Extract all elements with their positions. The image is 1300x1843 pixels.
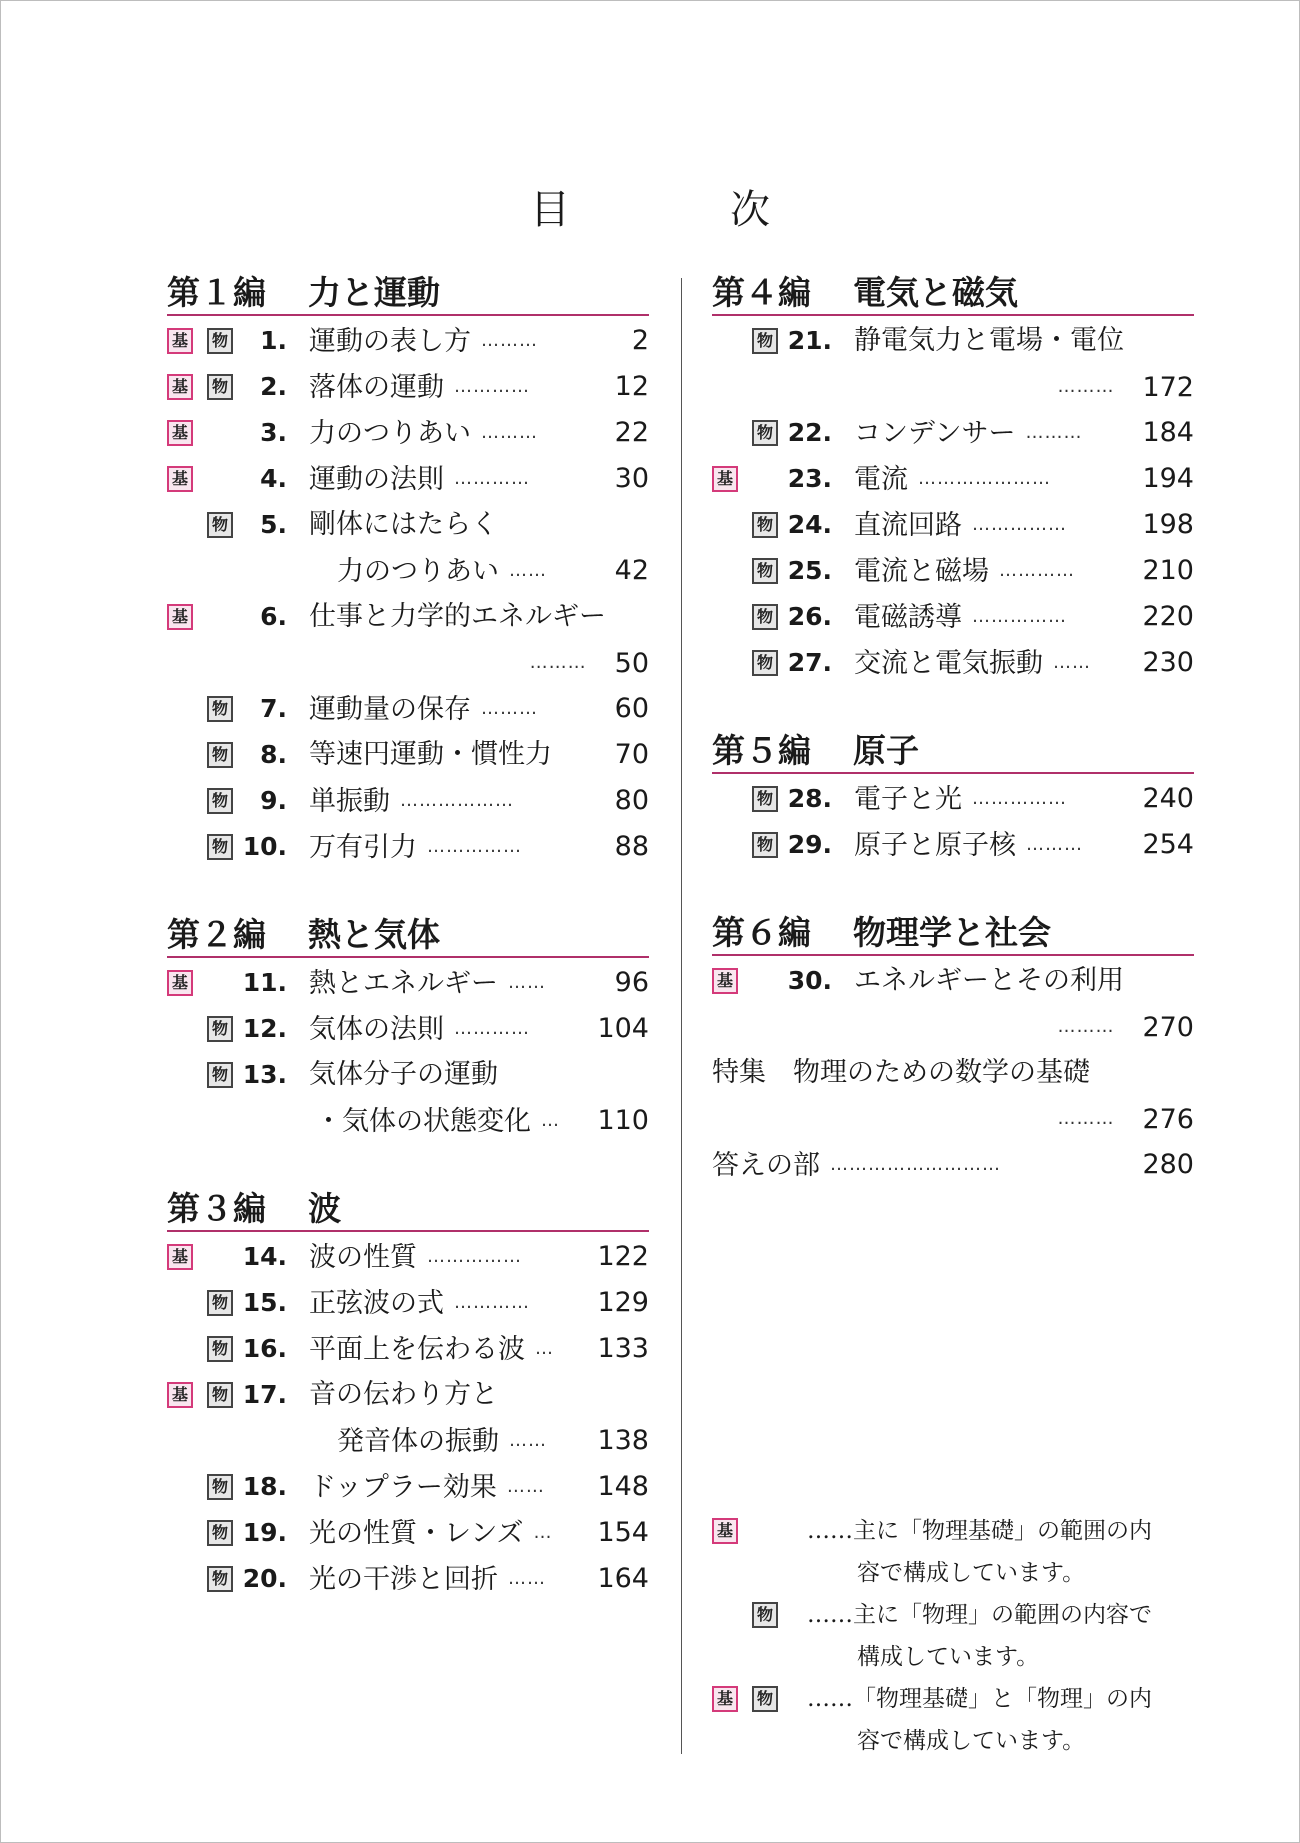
legend-text: 容で構成しています。: [857, 1728, 1086, 1754]
part-label: 第５編: [712, 731, 811, 770]
kiso-badge-icon: 基: [167, 420, 193, 446]
entry-number: 13.: [242, 1060, 287, 1089]
part-name: 力と運動: [308, 273, 440, 312]
entry-title-line: [854, 502, 1067, 549]
toc-entry-3[interactable]: [167, 410, 649, 456]
entry-title: 音の伝わり方と: [309, 1379, 498, 1410]
entry-title-cont: 力のつりあい: [337, 556, 499, 587]
leader-dots: ……: [506, 1476, 545, 1497]
entry-title: 気体の法則: [309, 1014, 444, 1045]
toc-entry-14[interactable]: [167, 1234, 649, 1280]
kiso-badge-icon: 基: [167, 1382, 193, 1408]
part-heading-3[interactable]: [167, 1188, 649, 1234]
part-rule: [712, 314, 1194, 316]
entry-page: 230: [1142, 647, 1194, 678]
entry-title-cont: ・気体の状態変化: [315, 1106, 531, 1137]
leader-dots: …………: [454, 1292, 530, 1313]
leader-dots: ………: [481, 330, 538, 351]
entry-number: 22.: [787, 418, 832, 447]
toc-entry-4[interactable]: [167, 456, 649, 502]
toc-entry-special-cont[interactable]: [712, 1096, 1194, 1142]
butsuri-badge-icon: 物: [207, 512, 233, 538]
butsuri-badge-icon: 物: [207, 1016, 233, 1042]
part-name: 電気と磁気: [853, 273, 1018, 312]
legend-both: [712, 1678, 1202, 1720]
entry-title: 光の性質・レンズ: [309, 1518, 524, 1549]
entry-number: 18.: [242, 1472, 287, 1501]
kiso-badge-icon: 基: [712, 968, 738, 994]
kiso-badge-icon: 基: [167, 328, 193, 354]
kiso-badge-icon: 基: [167, 970, 193, 996]
entry-title-line: [712, 1142, 1001, 1189]
title-char-1: 目: [530, 187, 570, 233]
toc-entry-1[interactable]: [167, 318, 649, 364]
butsuri-badge-icon: 物: [207, 328, 233, 354]
entry-number: 10.: [242, 832, 287, 861]
toc-entry-26[interactable]: [712, 594, 1194, 640]
column-divider: [681, 278, 682, 1754]
part-heading-6[interactable]: [712, 912, 1194, 958]
leader-dots: ………: [1057, 1016, 1115, 1037]
part-rule: [167, 314, 649, 316]
entry-title-cont: 発音体の振動: [337, 1426, 499, 1457]
entry-page: 80: [614, 785, 649, 816]
legend-text: ……主に「物理」の範囲の内容で: [807, 1602, 1152, 1628]
entry-page: 88: [614, 831, 649, 862]
legend-butsuri: [712, 1594, 1202, 1636]
entry-page: 104: [597, 1013, 649, 1044]
entry-title: 万有引力: [309, 832, 417, 863]
butsuri-badge-icon: 物: [752, 650, 778, 676]
toc-entry-8[interactable]: [167, 732, 649, 778]
entry-number: 14.: [242, 1242, 287, 1271]
entry-page-line: [520, 640, 649, 687]
entry-title-line: [337, 1418, 547, 1465]
leader-dots: ……: [509, 560, 547, 581]
leader-dots: ……………: [427, 1246, 522, 1267]
butsuri-badge-icon: 物: [752, 328, 778, 354]
entry-title: 静電気力と電場・電位: [854, 325, 1124, 356]
toc-entry-17[interactable]: [167, 1372, 649, 1418]
toc-entry-5[interactable]: [167, 502, 649, 548]
entry-title: 電流と磁場: [854, 556, 989, 587]
entry-title-line: [309, 1006, 530, 1053]
entry-title: 単振動: [309, 786, 390, 817]
entry-page: 138: [597, 1425, 649, 1456]
butsuri-badge-icon: 物: [207, 1062, 233, 1088]
butsuri-badge-icon: 物: [207, 1290, 233, 1316]
toc-entry-7[interactable]: [167, 686, 649, 732]
entry-title: 運動の表し方: [309, 326, 471, 357]
kiso-badge-icon: 基: [712, 1686, 738, 1712]
toc-entry-11[interactable]: [167, 960, 649, 1006]
entry-number: 25.: [787, 556, 832, 585]
butsuri-badge-icon: 物: [207, 834, 233, 860]
entry-number: 8.: [260, 740, 287, 769]
entry-number: 6.: [260, 602, 287, 631]
entry-number: 5.: [260, 510, 287, 539]
toc-entry-24[interactable]: [712, 502, 1194, 548]
entry-title: コンデンサー: [854, 418, 1016, 449]
entry-title-line: [854, 640, 1091, 687]
entry-title-line: [309, 960, 546, 1007]
entry-title: 電流: [854, 464, 908, 495]
toc-entry-23[interactable]: [712, 456, 1194, 502]
toc-left-column: [167, 272, 649, 1602]
butsuri-badge-icon: 物: [207, 1520, 233, 1546]
entry-page: 110: [597, 1105, 649, 1136]
entry-title: エネルギーとその利用: [854, 965, 1124, 996]
entry-page-line: [1047, 1096, 1194, 1143]
toc-entry-30-cont[interactable]: [712, 1004, 1194, 1050]
leader-dots: ……………: [972, 606, 1067, 627]
legend-text: ……主に「物理基礎」の範囲の内: [807, 1518, 1152, 1544]
entry-number: 3.: [260, 418, 287, 447]
entry-title: 電磁誘導: [854, 602, 962, 633]
entry-title-line: [309, 1510, 553, 1557]
part-label: 第２編: [167, 915, 266, 954]
leader-dots: …………: [454, 376, 530, 397]
part-rule: [712, 772, 1194, 774]
entry-page: 210: [1142, 555, 1194, 586]
kiso-badge-icon: 基: [167, 466, 193, 492]
leader-dots: ………………………: [830, 1154, 1001, 1175]
part-name: 熱と気体: [308, 915, 440, 954]
butsuri-badge-icon: 物: [752, 832, 778, 858]
entry-page: 96: [614, 967, 649, 998]
toc-entry-16[interactable]: [167, 1326, 649, 1372]
entry-title-line: [309, 1556, 546, 1603]
part-label: 第１編: [167, 273, 266, 312]
toc-entry-18[interactable]: [167, 1464, 649, 1510]
entry-number: 19.: [242, 1518, 287, 1547]
leader-dots: ………: [1025, 422, 1083, 443]
part-name: 原子: [853, 731, 919, 770]
entry-page: 70: [614, 739, 649, 770]
entry-title-line: [309, 1234, 522, 1281]
entry-title-line: [309, 824, 522, 871]
leader-dots: ……………: [972, 514, 1067, 535]
entry-title-line: [854, 410, 1082, 457]
entry-page: 22: [614, 417, 649, 448]
leader-dots: …………………: [918, 468, 1051, 489]
leader-dots: ……………: [427, 836, 522, 857]
entry-title-line: [309, 410, 538, 457]
entry-number: 1.: [260, 326, 287, 355]
entry-title: 交流と電気振動: [854, 648, 1043, 679]
part-heading-2[interactable]: [167, 914, 649, 960]
butsuri-badge-icon: 物: [752, 604, 778, 630]
butsuri-badge-icon: 物: [752, 1686, 778, 1712]
entry-page-line: [1047, 1004, 1194, 1051]
entry-number: 12.: [242, 1014, 287, 1043]
entry-title: 正弦波の式: [309, 1288, 444, 1319]
leader-dots: ……………: [972, 788, 1067, 809]
entry-title-line: [309, 1326, 554, 1373]
toc-entry-30[interactable]: [712, 958, 1194, 1004]
part-label: 第６編: [712, 913, 811, 952]
page-title: [0, 178, 1300, 235]
toc-entry-21[interactable]: [712, 318, 1194, 364]
butsuri-badge-icon: 物: [207, 1474, 233, 1500]
leader-dots: ……: [509, 1430, 547, 1451]
entry-title-line: [309, 456, 530, 503]
toc-entry-25[interactable]: [712, 548, 1194, 594]
toc-entry-28[interactable]: [712, 776, 1194, 822]
part-heading-1[interactable]: [167, 272, 649, 318]
entry-title: 剛体にはたらく: [309, 509, 498, 540]
toc-entry-27[interactable]: [712, 640, 1194, 686]
part-label: 第４編: [712, 273, 811, 312]
kiso-badge-icon: 基: [167, 1244, 193, 1270]
butsuri-badge-icon: 物: [207, 788, 233, 814]
part-name: 波: [308, 1189, 341, 1228]
entry-page: 129: [597, 1287, 649, 1318]
leader-dots: …………: [454, 1018, 530, 1039]
leader-dots: …: [541, 1110, 560, 1131]
entry-title-line: [309, 686, 538, 733]
entry-title-line: [854, 548, 1075, 595]
entry-title-line: [309, 1280, 530, 1327]
entry-page: 254: [1142, 829, 1194, 860]
special-title: 特集 物理のための数学の基礎: [712, 1057, 1090, 1088]
entry-title-line: [854, 456, 1051, 503]
toc-entry-answers[interactable]: [712, 1142, 1194, 1188]
toc-entry-17-cont[interactable]: [167, 1418, 649, 1464]
entry-page: 2: [631, 325, 649, 356]
entry-page: 276: [1142, 1104, 1194, 1135]
toc-entry-2[interactable]: [167, 364, 649, 410]
entry-title-line: [337, 548, 547, 595]
entry-title-line: [309, 1464, 545, 1511]
entry-page: 148: [597, 1471, 649, 1502]
part-heading-4[interactable]: [712, 272, 1194, 318]
butsuri-badge-icon: 物: [752, 1602, 778, 1628]
leader-dots: ………: [1057, 376, 1115, 397]
entry-title-line: [309, 364, 530, 411]
legend-kiso: [712, 1510, 1202, 1552]
leader-dots: ………: [481, 422, 538, 443]
part-label: 第３編: [167, 1189, 266, 1228]
answers-title: 答えの部: [712, 1150, 820, 1181]
leader-dots: ………: [1026, 834, 1083, 855]
kiso-badge-icon: 基: [712, 466, 738, 492]
leader-dots: ………………: [400, 790, 514, 811]
entry-title: 原子と原子核: [854, 830, 1016, 861]
leader-dots: ………: [481, 698, 538, 719]
kiso-badge-icon: 基: [167, 374, 193, 400]
entry-title-line: [309, 318, 538, 365]
part-rule: [167, 1230, 649, 1232]
toc-entry-15[interactable]: [167, 1280, 649, 1326]
entry-title-line: [315, 1098, 560, 1145]
legend-kiso-cont: [712, 1552, 1202, 1594]
leader-dots: …………: [454, 468, 530, 489]
entry-title: 平面上を伝わる波: [309, 1334, 525, 1365]
toc-entry-29[interactable]: [712, 822, 1194, 868]
entry-page: 12: [614, 371, 649, 402]
legend-text: 容で構成しています。: [857, 1560, 1086, 1586]
part-rule: [167, 956, 649, 958]
entry-number: 24.: [787, 510, 832, 539]
entry-page: 122: [597, 1241, 649, 1272]
entry-page: 30: [614, 463, 649, 494]
leader-dots: …………: [999, 560, 1075, 581]
leader-dots: ………: [1057, 1108, 1115, 1129]
entry-number: 16.: [242, 1334, 287, 1363]
entry-title-line: [854, 776, 1067, 823]
toc-entry-5-cont[interactable]: [167, 548, 649, 594]
entry-number: 4.: [260, 464, 287, 493]
entry-page: 240: [1142, 783, 1194, 814]
butsuri-badge-icon: 物: [207, 374, 233, 400]
butsuri-badge-icon: 物: [752, 420, 778, 446]
entry-number: 26.: [787, 602, 832, 631]
entry-number: 30.: [787, 966, 832, 995]
entry-title: 電子と光: [854, 784, 962, 815]
entry-title: ドップラー効果: [309, 1472, 497, 1503]
toc-entry-special[interactable]: [712, 1050, 1194, 1096]
entry-page: 280: [1142, 1149, 1194, 1180]
entry-number: 23.: [787, 464, 832, 493]
toc-entry-13-cont[interactable]: [167, 1098, 649, 1144]
entry-page: 60: [614, 693, 649, 724]
toc-entry-6-cont[interactable]: [167, 640, 649, 686]
butsuri-badge-icon: 物: [207, 1336, 233, 1362]
part-heading-5[interactable]: [712, 730, 1194, 776]
leader-dots: ……: [1053, 652, 1091, 673]
entry-title: 運動の法則: [309, 464, 444, 495]
entry-page-line: [1047, 364, 1194, 411]
entry-title: 等速円運動・慣性力: [309, 739, 552, 770]
legend-butsuri-cont: [712, 1636, 1202, 1678]
entry-page: 220: [1142, 601, 1194, 632]
entry-page: 154: [597, 1517, 649, 1548]
toc-right-column: [712, 272, 1194, 1188]
entry-page: 270: [1142, 1012, 1194, 1043]
entry-title: 熱とエネルギー: [309, 968, 498, 999]
butsuri-badge-icon: 物: [207, 1382, 233, 1408]
leader-dots: ……: [508, 972, 546, 993]
entry-number: 29.: [787, 830, 832, 859]
entry-title-line: [309, 778, 514, 825]
toc-entry-9[interactable]: [167, 778, 649, 824]
entry-number: 2.: [260, 372, 287, 401]
entry-page: 194: [1142, 463, 1194, 494]
toc-entry-6[interactable]: [167, 594, 649, 640]
legend-both-cont: [712, 1720, 1202, 1762]
leader-dots: ……: [508, 1568, 546, 1589]
entry-number: 27.: [787, 648, 832, 677]
entry-title: 気体分子の運動: [309, 1059, 498, 1090]
title-char-2: 次: [730, 187, 770, 233]
entry-page: 50: [614, 648, 649, 679]
entry-page: 198: [1142, 509, 1194, 540]
entry-number: 15.: [242, 1288, 287, 1317]
badge-legend: [712, 1510, 1202, 1762]
butsuri-badge-icon: 物: [207, 742, 233, 768]
entry-title: 仕事と力学的エネルギー: [309, 601, 606, 632]
toc-entry-21-cont[interactable]: [712, 364, 1194, 410]
toc-entry-10[interactable]: [167, 824, 649, 870]
entry-title: 直流回路: [854, 510, 962, 541]
leader-dots: …: [533, 1522, 553, 1543]
toc-entry-19[interactable]: [167, 1510, 649, 1556]
kiso-badge-icon: 基: [167, 604, 193, 630]
butsuri-badge-icon: 物: [752, 558, 778, 584]
entry-number: 21.: [787, 326, 832, 355]
entry-number: 28.: [787, 784, 832, 813]
toc-entry-13[interactable]: [167, 1052, 649, 1098]
entry-title: 波の性質: [309, 1242, 417, 1273]
entry-title: 運動量の保存: [309, 694, 471, 725]
legend-text: 構成しています。: [857, 1644, 1040, 1670]
toc-entry-22[interactable]: [712, 410, 1194, 456]
entry-page: 42: [614, 555, 649, 586]
entry-number: 9.: [260, 786, 287, 815]
leader-dots: ………: [529, 652, 587, 673]
part-name: 物理学と社会: [853, 913, 1051, 952]
entry-title: 光の干渉と回折: [309, 1564, 498, 1595]
entry-title: 力のつりあい: [309, 418, 471, 449]
butsuri-badge-icon: 物: [752, 512, 778, 538]
leader-dots: …: [535, 1338, 554, 1359]
legend-text: ……「物理基礎」と「物理」の内: [807, 1686, 1152, 1712]
butsuri-badge-icon: 物: [752, 786, 778, 812]
butsuri-badge-icon: 物: [207, 696, 233, 722]
entry-page: 164: [597, 1563, 649, 1594]
entry-page: 184: [1142, 417, 1194, 448]
entry-page: 133: [597, 1333, 649, 1364]
kiso-badge-icon: 基: [712, 1518, 738, 1544]
butsuri-badge-icon: 物: [207, 1566, 233, 1592]
entry-number: 20.: [242, 1564, 287, 1593]
entry-title-line: [854, 594, 1067, 641]
entry-title-line: [854, 822, 1083, 869]
toc-entry-12[interactable]: [167, 1006, 649, 1052]
entry-number: 11.: [242, 968, 287, 997]
part-rule: [712, 954, 1194, 956]
entry-number: 17.: [242, 1380, 287, 1409]
toc-entry-20[interactable]: [167, 1556, 649, 1602]
entry-title: 落体の運動: [309, 372, 444, 403]
entry-page: 172: [1142, 372, 1194, 403]
entry-number: 7.: [260, 694, 287, 723]
